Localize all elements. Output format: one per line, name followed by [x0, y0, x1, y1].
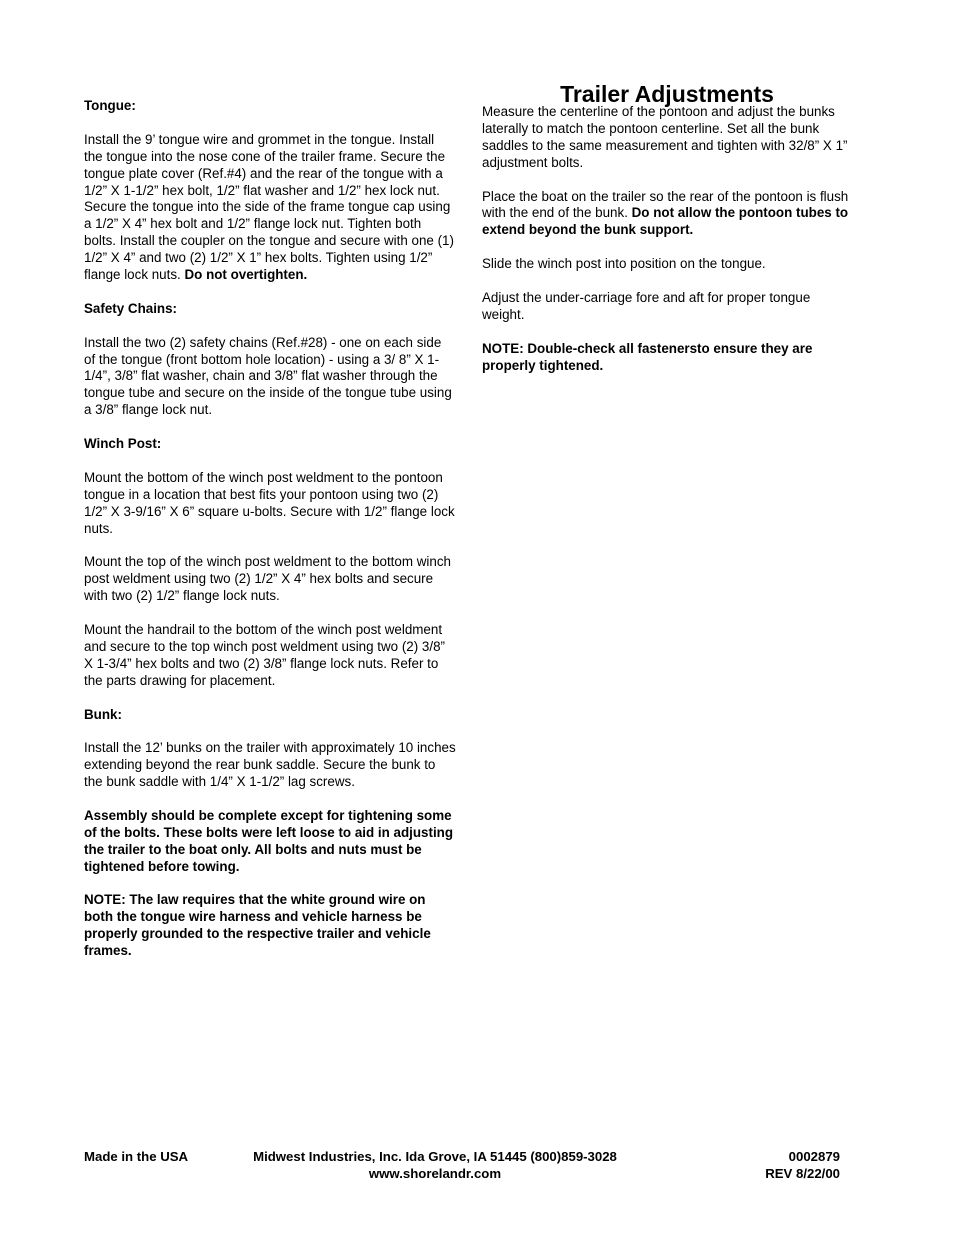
place-text: Place the boat on the trailer so the rear of the pontoon is flush with the end of the bunk.	[482, 188, 849, 221]
law-note: NOTE: The law requires that the white ground wire on both the tongue wire harness and vehicle harness be properly grounded to the respective trailer and vehicle frames.	[84, 892, 431, 959]
footer-website: www.shorelandr.com	[368, 1166, 502, 1181]
footer-revision: REV 8/22/00	[765, 1166, 840, 1181]
left-column	[84, 98, 456, 977]
place-warning: Do not allow the pontoon tubes to extend beyond the bunk support.	[482, 205, 849, 238]
tongue-paragraph	[84, 132, 456, 284]
measure-text: Measure the centerline of the pontoon and adjust the bunks laterally to match the pontoon centerline. Set all the bunk saddles to the same measurement and tighten with 32/8” X 1” adjustment bolts.	[482, 104, 848, 170]
placement-paragraph	[482, 189, 852, 240]
right-column	[482, 80, 852, 391]
slide-text: Slide the winch post into position on the tongue.	[482, 256, 766, 272]
fasteners-note: NOTE: Double-check all fastenersto ensure they are properly tightened.	[482, 340, 813, 373]
footer-made-in: Made in the USA	[84, 1149, 189, 1164]
winch-post-heading: Winch Post:	[84, 436, 162, 452]
footer-company	[240, 1148, 630, 1182]
winch-post-text-1: Mount the bottom of the winch post weldment to the pontoon tongue in a location that best fits your pontoon using two (2) 1/2” X 3-9/16” X 6” square u-bolts. Secure with 1/2” flange lock nuts.	[84, 469, 455, 536]
tongue-heading: Tongue:	[84, 98, 136, 113]
footer-part-info	[700, 1148, 840, 1182]
bunk-heading: Bunk:	[84, 706, 122, 722]
safety-chains-text: Install the two (2) safety chains (Ref.#28) - one on each side of the tongue (front bottom hole location) - using a 3/ 8” X 1-1/4”, 3/8” flat washer, chain and 3/8” flat washer through the tongue tube and secure on the inside of the tongue tube using a 3/8” flange lock nut.	[84, 334, 452, 418]
winch-post-text-2: Mount the top of the winch post weldment to the bottom winch post weldment using two (2) 1/2” X 4” hex bolts and secure with two (2) 1/2” flange lock nuts.	[84, 554, 451, 604]
tongue-text: Install the 9’ tongue wire and grommet in the tongue. Install the tongue into the nose cone of the trailer frame. Secure the tongue plate cover (Ref.#4) and the rear of the tongue with a 1/2” X 1-1/2” hex bolt, 1/2” flat washer and 1/2” hex lock nut. Secure the tongue into the side of the frame tongue cap using a 1/2” X 4” hex bolt and 1/2” flange lock nut. Tighten both bolts. Install the coupler on the tongue and secure with one (1) 1/2” X 4” and two (2) 1/2” X 1” hex bolts. Tighten using 1/2” flange lock nuts.	[84, 131, 454, 283]
adjust-text: Adjust the under-carriage fore and aft for proper tongue weight.	[482, 289, 811, 322]
footer-part-number: 0002879	[788, 1149, 840, 1164]
footer-company-address: Midwest Industries, Inc. Ida Grove, IA 51445 (800)859-3028	[253, 1149, 617, 1164]
assembly-note: Assembly should be complete except for tightening some of the bolts. These bolts were left loose to aid in adjusting the trailer to the boat only. All bolts and nuts must be tightened before towing.	[84, 807, 454, 874]
page-title: Trailer Adjustments	[560, 81, 774, 107]
bunk-text: Install the 12’ bunks on the trailer with approximately 10 inches extending beyond the rear bunk saddle. Secure the bunk to the bunk saddle with 1/4” X 1-1/2” lag screws.	[84, 740, 456, 790]
safety-chains-heading: Safety Chains:	[84, 300, 178, 316]
winch-post-text-3: Mount the handrail to the bottom of the winch post weldment and secure to the top winch post weldment using two (2) 3/8” X 1-3/4” hex bolts and two (2) 3/8” flange lock nuts. Refer to the parts drawing for placement.	[84, 621, 445, 688]
tongue-warning: Do not overtighten.	[184, 267, 308, 283]
